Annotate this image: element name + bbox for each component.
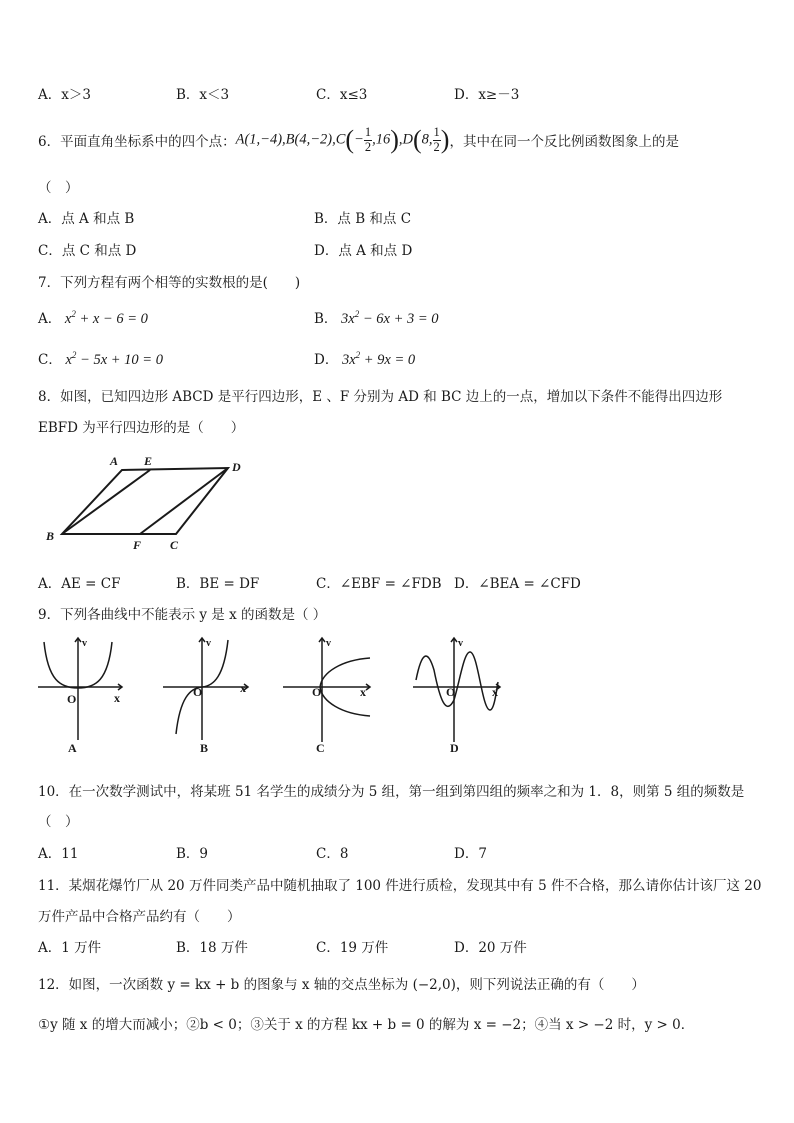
q9-stem: 9．下列各曲线中不能表示 y 是 x 的函数是（ ） bbox=[38, 607, 327, 623]
q10-stem: 10．在一次数学测试中，将某班 51 名学生的成绩分为 5 组，第一组到第四组的频率之和为 1．8，则第 5 组的频数是 bbox=[38, 784, 745, 800]
q9-yaxis-b: v bbox=[206, 638, 211, 649]
q7-option-a-eq: $x^2 + x - 6 = 0$ bbox=[61, 309, 148, 327]
q9-graph-label-c: C bbox=[316, 741, 325, 755]
q8-option-b: B．BE = DF bbox=[176, 576, 260, 592]
q9-graph-label-a: A bbox=[68, 741, 77, 755]
q6-option-b: B．点 B 和点 C bbox=[314, 211, 412, 227]
q9-xaxis-b: x bbox=[240, 681, 246, 695]
q7-option-b-eq: $3x^2 - 6x + 3 = 0$ bbox=[337, 309, 439, 327]
q8-stem-line1: 8．如图，已知四边形 ABCD 是平行四边形，E 、F 分别为 AD 和 BC 边上的一点，增加以下条件不能得出四边形 bbox=[38, 389, 723, 405]
q6-option-a: A．点 A 和点 B bbox=[38, 211, 135, 227]
q9-yaxis-d: v bbox=[458, 638, 463, 649]
q7-stem: 7．下列方程有两个相等的实数根的是( ) bbox=[38, 275, 301, 291]
q6-option-c: C．点 C 和点 D bbox=[38, 243, 137, 259]
q8-label-d: D bbox=[232, 460, 241, 474]
q7-option-d-eq: $3x^2 + 9x = 0$ bbox=[338, 350, 416, 368]
q10-paren: （ ） bbox=[38, 814, 79, 830]
q7-option-c-eq: $x^2 - 5x + 10 = 0$ bbox=[61, 350, 163, 368]
q6-prefix: 6．平面直角坐标系中的四个点： bbox=[38, 134, 236, 150]
q6-points: A(1,−4),B(4,−2),C(− $\frac{1}{2}$ ,16),D(8, $\frac{1}{2}$ ) bbox=[235, 125, 450, 154]
q9-xaxis-c: x bbox=[360, 685, 366, 699]
q9-origin-a: O bbox=[67, 692, 77, 706]
q7-option-a bbox=[38, 307, 148, 328]
q7-option-b bbox=[314, 307, 439, 328]
q7-option-b-label: B． bbox=[314, 311, 338, 327]
q8-label-a: A bbox=[110, 454, 119, 468]
q8-option-a: A．AE = CF bbox=[38, 576, 121, 592]
q8-label-e: E bbox=[144, 454, 153, 468]
q5-option-a: A．x＞3 bbox=[38, 87, 91, 103]
q12-stem: 12．如图，一次函数 y = kx + b 的图象与 x 轴的交点坐标为 (−2,0)，则下列说法正确的有（ ） bbox=[38, 977, 645, 993]
q10-option-b: B．9 bbox=[176, 846, 209, 862]
q10-option-d: D．7 bbox=[454, 846, 487, 862]
q9-yaxis-c: v bbox=[326, 638, 331, 649]
q8-label-c: C bbox=[170, 538, 179, 552]
q6-suffix: ，其中在同一个反比例函数图象上的是 bbox=[449, 134, 679, 150]
q8-option-c: C．∠EBF = ∠FDB bbox=[316, 576, 442, 592]
q6-option-d: D．点 A 和点 D bbox=[314, 243, 413, 259]
q7-option-d-label: D． bbox=[314, 352, 339, 368]
q7-option-c-label: C． bbox=[38, 352, 62, 368]
q9-xaxis-d: x bbox=[492, 685, 498, 699]
q5-option-d: D．x≥－3 bbox=[454, 87, 520, 103]
q11-option-d: D．20 万件 bbox=[454, 940, 527, 956]
q11-option-c: C．19 万件 bbox=[316, 940, 389, 956]
q8-parallelogram-figure bbox=[40, 448, 270, 558]
q7-option-d bbox=[314, 348, 415, 369]
q9-origin-d: O bbox=[446, 685, 456, 699]
q9-xaxis-a: x bbox=[114, 691, 120, 705]
q6-stem bbox=[38, 120, 679, 160]
q11-option-a: A．1 万件 bbox=[38, 940, 102, 956]
q9-graphs bbox=[30, 630, 530, 760]
q11-stem-line2: 万件产品中合格产品约有（ ） bbox=[38, 909, 241, 925]
q8-option-d: D．∠BEA = ∠CFD bbox=[454, 576, 581, 592]
q12-statements: ①y 随 x 的增大而减小；②b < 0；③关于 x 的方程 kx + b = 0 的解为 x = −2；④当 x > −2 时，y > 0． bbox=[38, 1017, 695, 1033]
q8-label-b: B bbox=[46, 529, 55, 543]
q5-option-c: C．x≤3 bbox=[316, 87, 368, 103]
q7-option-c bbox=[38, 348, 163, 369]
q8-stem-line2: EBFD 为平行四边形的是（ ） bbox=[38, 420, 245, 436]
q11-option-b: B．18 万件 bbox=[176, 940, 248, 956]
q9-origin-b: O bbox=[193, 685, 203, 699]
q8-label-f: F bbox=[133, 538, 142, 552]
q7-option-a-label: A． bbox=[38, 311, 62, 327]
q9-origin-c: O bbox=[312, 685, 322, 699]
q6-paren: （ ） bbox=[38, 180, 79, 196]
q10-option-a: A．11 bbox=[38, 846, 79, 862]
q11-stem-line1: 11．某烟花爆竹厂从 20 万件同类产品中随机抽取了 100 件进行质检，发现其中有 5 件不合格，那么请你估计该厂这 20 bbox=[38, 878, 762, 894]
q9-graph-label-d: D bbox=[450, 741, 459, 755]
q10-option-c: C．8 bbox=[316, 846, 349, 862]
q5-option-b: B．x＜3 bbox=[176, 87, 230, 103]
q9-yaxis-a: v bbox=[82, 638, 87, 649]
q9-graph-label-b: B bbox=[200, 741, 209, 755]
